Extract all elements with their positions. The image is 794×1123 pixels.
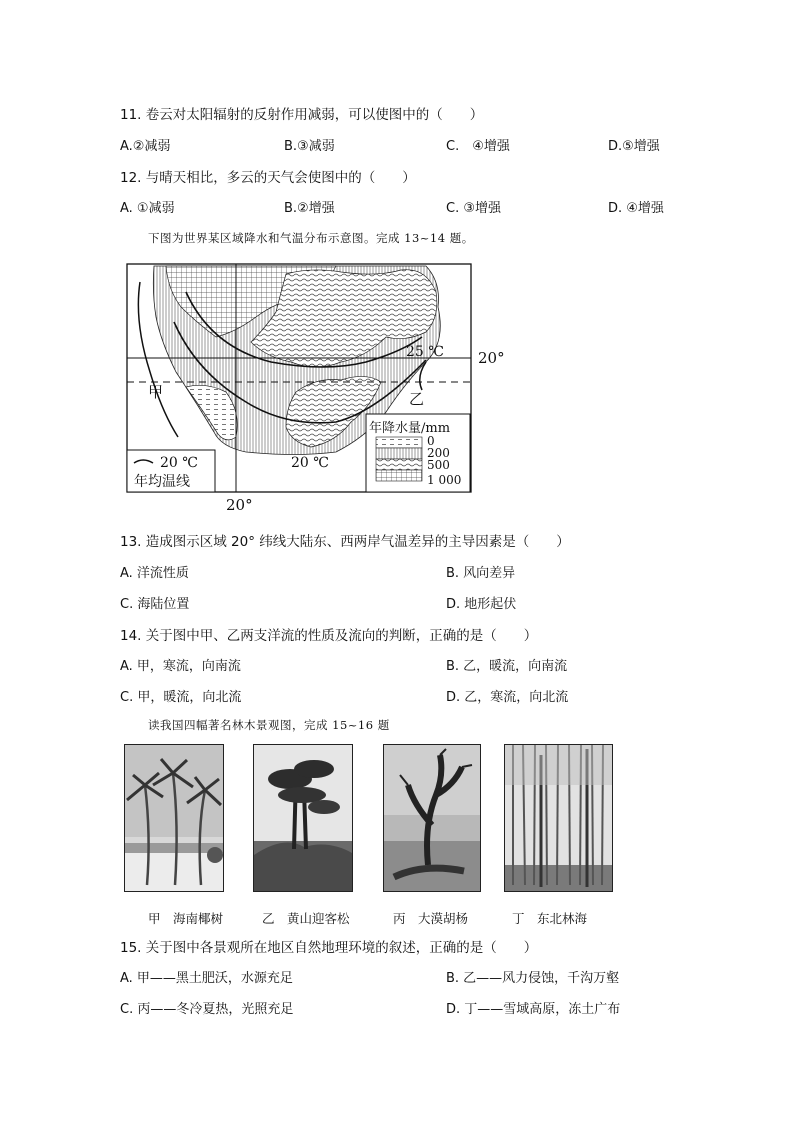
q12-option-d: D. ④增强 <box>608 201 664 216</box>
legend-swatch-200-500 <box>376 448 422 459</box>
current-yi-label: 乙 <box>409 390 425 408</box>
q11-stem: 11. 卷云对太阳辐射的反射作用减弱，可以使图中的（ ） <box>120 107 484 123</box>
caption-ding: 丁 东北林海 <box>512 911 588 926</box>
q11-option-c: C. ④增强 <box>446 139 510 154</box>
photo-hainan-coconut <box>124 744 224 892</box>
q13-option-b: B. 风向差异 <box>446 566 516 581</box>
precipitation-temperature-map <box>126 262 516 512</box>
q12-option-b: B.②增强 <box>284 201 335 216</box>
q13-option-d: D. 地形起伏 <box>446 597 517 612</box>
q14-stem: 14. 关于图中甲、乙两支洋流的性质及流向的判断，正确的是（ ） <box>120 628 538 644</box>
legend-precip-title: 年降水量/mm <box>369 421 451 436</box>
q14-option-b: B. 乙，暖流，向南流 <box>446 659 568 674</box>
q14-option-c: C. 甲，暖流，向北流 <box>120 690 242 705</box>
q15-stem: 15. 关于图中各景观所在地区自然地理环境的叙述，正确的是（ ） <box>120 940 538 956</box>
legend-swatch-0-200 <box>376 437 422 448</box>
caption-bing: 丙 大漠胡杨 <box>393 911 469 926</box>
caption-yi: 乙 黄山迎客松 <box>262 911 350 926</box>
current-jia-label: 甲 <box>148 383 164 401</box>
legend-precip-value-1000: 1 000 <box>427 473 462 487</box>
q15-option-d: D. 丁——雪域高原，冻土广布 <box>446 1002 621 1017</box>
q13-stem: 13. 造成图示区域 20° 纬线大陆东、西两岸气温差异的主导因素是（ ） <box>120 534 570 550</box>
legend-precip-value-0: 0 <box>427 434 435 448</box>
q12-stem: 12. 与晴天相比，多云的天气会使图中的（ ） <box>120 170 416 186</box>
legend-swatch-1000 <box>376 470 422 481</box>
q15-option-a: A. 甲——黑土肥沃，水源充足 <box>120 971 293 986</box>
q12-option-a: A. ①减弱 <box>120 201 175 216</box>
q11-option-b: B.③减弱 <box>284 139 335 154</box>
legend-isotherm-title: 年均温线 <box>134 474 190 490</box>
q14-option-a: A. 甲，寒流，向南流 <box>120 659 241 674</box>
photo-huangshan-pine <box>253 744 353 892</box>
q15-option-c: C. 丙——冬冷夏热，光照充足 <box>120 1002 294 1017</box>
legend-swatch-500-1000 <box>376 459 422 470</box>
isotherm-25-label: 25 ℃ <box>406 344 444 360</box>
q14-option-d: D. 乙，寒流，向北流 <box>446 690 569 705</box>
isotherm-20-label: 20 ℃ <box>291 455 329 471</box>
photo-northeast-forest <box>504 744 613 892</box>
q13-option-a: A. 洋流性质 <box>120 566 189 581</box>
legend-isotherm-value: 20 ℃ <box>160 455 198 471</box>
q15-option-b: B. 乙——风力侵蚀，千沟万壑 <box>446 971 620 986</box>
intro-13-14: 下图为世界某区域降水和气温分布示意图。完成 13~14 题。 <box>148 231 474 245</box>
photo-desert-poplar <box>383 744 481 892</box>
latitude-label: 20° <box>478 349 505 367</box>
q13-option-c: C. 海陆位置 <box>120 597 190 612</box>
q12-option-c: C. ③增强 <box>446 201 501 216</box>
intro-15-16: 读我国四幅著名林木景观图，完成 15~16 题 <box>148 718 390 732</box>
caption-jia: 甲 海南椰树 <box>148 911 224 926</box>
q11-option-a: A.②减弱 <box>120 139 171 154</box>
legend-precip-value-500: 500 <box>427 458 450 472</box>
q11-option-d: D.⑤增强 <box>608 139 660 154</box>
legend-precip-value-200: 200 <box>427 446 450 460</box>
longitude-label: 20° <box>226 496 253 512</box>
